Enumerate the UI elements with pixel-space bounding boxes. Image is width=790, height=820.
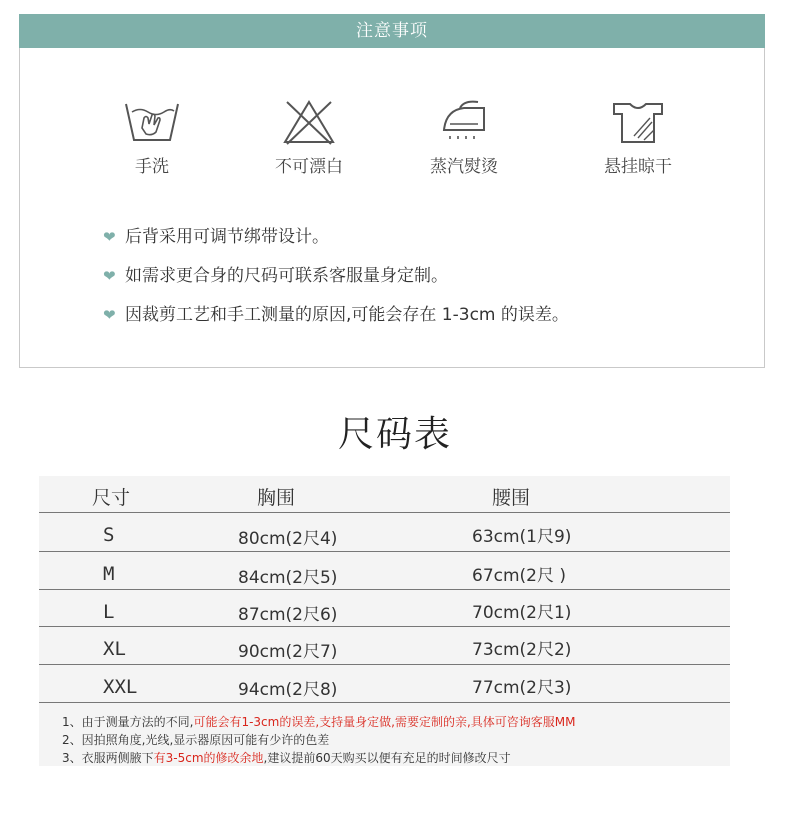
size-chart-title: 尺码表 [337, 414, 452, 455]
table-row-size: M [103, 563, 115, 585]
row-divider [39, 589, 730, 590]
table-row-waist: 77cm(2尺3) [472, 678, 572, 698]
table-row-waist: 73cm(2尺2) [472, 640, 572, 660]
steam-iron-label: 蒸汽熨烫 [430, 157, 498, 177]
heart-bullet-icon: ❤ [103, 306, 116, 324]
steam-iron-icon [389, 98, 539, 146]
row-divider [39, 664, 730, 665]
footnote: 3、衣服两侧腋下有3-5cm的修改余地,建议提前60天购买以便有充足的时间修改尺寸 [62, 751, 511, 765]
table-row-chest: 87cm(2尺6) [238, 605, 338, 625]
table-row-chest: 80cm(2尺4) [238, 529, 338, 549]
table-row-chest: 90cm(2尺7) [238, 642, 338, 662]
table-row-chest: 84cm(2尺5) [238, 568, 338, 588]
header-chest: 胸围 [257, 487, 296, 509]
table-row-chest: 94cm(2尺8) [238, 680, 338, 700]
table-row-waist: 70cm(2尺1) [472, 603, 572, 623]
footnote: 2、因拍照角度,光线,显示器原因可能有少许的色差 [62, 733, 330, 747]
header-waist: 腰围 [492, 487, 531, 509]
no-bleach-icon [234, 98, 384, 146]
table-row-size: XL [103, 638, 126, 660]
header-size: 尺寸 [92, 487, 131, 509]
row-divider [39, 702, 730, 703]
hang-dry-icon [563, 98, 713, 146]
footnote: 1、由于测量方法的不同,可能会有1-3cm的误差,支持量身定做,需要定制的亲,具体可咨询客服MM [62, 715, 576, 729]
table-row-size: XXL [103, 676, 138, 698]
care-note: 如需求更合身的尺码可联系客服量身定制。 [125, 266, 448, 286]
heart-bullet-icon: ❤ [103, 228, 116, 246]
no-bleach-label: 不可漂白 [275, 157, 343, 177]
hand-wash-label: 手洗 [135, 157, 169, 177]
row-divider [39, 512, 730, 513]
hand-wash-icon [77, 98, 227, 146]
table-row-waist: 67cm(2尺 ) [472, 566, 567, 586]
table-row-size: L [103, 601, 115, 623]
care-note: 后背采用可调节绑带设计。 [125, 227, 329, 247]
table-row-waist: 63cm(1尺9) [472, 527, 572, 547]
row-divider [39, 551, 730, 552]
row-divider [39, 626, 730, 627]
heart-bullet-icon: ❤ [103, 267, 116, 285]
hang-dry-label: 悬挂晾干 [604, 157, 672, 177]
care-header: 注意事项 [19, 14, 765, 48]
table-row-size: S [103, 524, 115, 546]
care-note: 因裁剪工艺和手工测量的原因,可能会存在 1-3cm 的误差。 [125, 305, 569, 325]
